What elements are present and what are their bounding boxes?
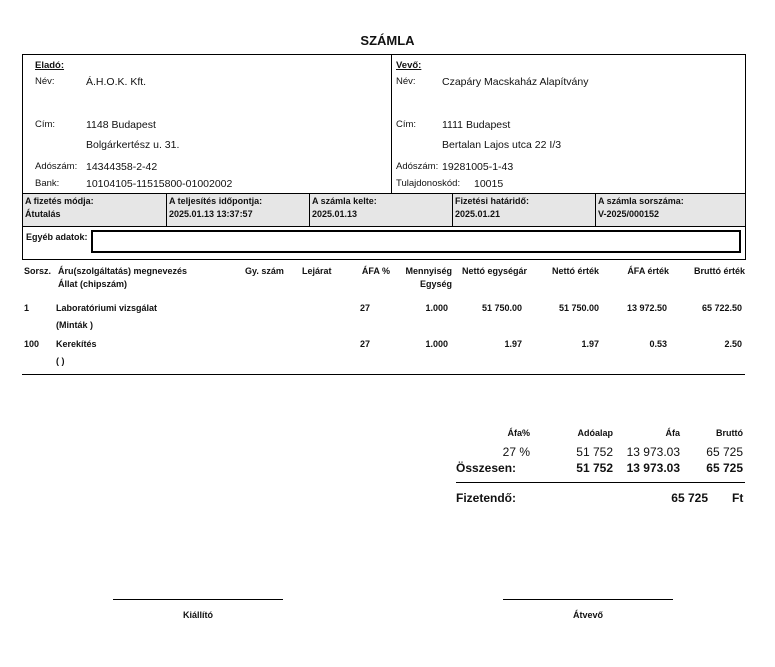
summary-h-vat: Áfa	[665, 428, 680, 438]
col-net: Nettó érték	[551, 266, 599, 276]
buyer-address-label: Cím:	[396, 119, 417, 130]
row1-gross: 65 722.50	[701, 303, 742, 313]
row2-qty: 1.000	[425, 339, 448, 349]
col-gy: Gy. szám	[245, 266, 284, 276]
due-date-cell	[452, 194, 595, 226]
row1-vat-value: 13 972.50	[626, 303, 667, 313]
payable-amount: 65 725	[671, 491, 708, 505]
col-vat: ÁFA %	[361, 266, 390, 276]
col-item-sub: Állat (chipszám)	[58, 279, 128, 289]
col-unit: Egység	[419, 279, 452, 289]
row1-sub: (Minták )	[56, 320, 93, 330]
invoice-number-label: A számla sorszáma:	[598, 196, 684, 206]
invoice-date-label: A számla kelte:	[312, 196, 377, 206]
buyer-address2: Bertalan Lajos utca 22 I/3	[442, 139, 562, 151]
payment-info-row	[22, 193, 746, 227]
col-net-unit: Nettó egységár	[461, 266, 527, 276]
seller-heading: Eladó:	[35, 60, 65, 71]
invoice-date-value: 2025.01.13	[312, 209, 358, 219]
payment-method-label: A fizetés módja:	[25, 196, 94, 206]
summary-pct: 27 %	[502, 445, 530, 459]
buyer-owner: 10015	[474, 178, 504, 190]
summary-h-gross: Bruttó	[716, 428, 743, 438]
payable-currency: Ft	[732, 491, 744, 505]
row2-net-unit: 1.97	[504, 339, 522, 349]
seller-tax: 14344358-2-42	[86, 161, 158, 173]
row1-net-unit: 51 750.00	[481, 303, 522, 313]
summary-total-vat: 13 973.03	[626, 461, 680, 475]
seller-tax-label: Adószám:	[35, 161, 78, 172]
fulfilment-value: 2025.01.13 13:37:57	[169, 209, 253, 219]
due-date-label: Fizetési határidő:	[455, 196, 530, 206]
row2-no: 100	[24, 339, 40, 349]
seller-bank: 10104105-11515800-01002002	[86, 178, 233, 190]
invoice-number-value: V-2025/000152	[598, 209, 660, 219]
col-no: Sorsz.	[24, 266, 52, 276]
row1-net: 51 750.00	[558, 303, 599, 313]
row2-sub: ( )	[56, 356, 65, 366]
seller-box	[22, 54, 392, 194]
other-data-label: Egyéb adatok:	[26, 232, 88, 242]
invoice-title: SZÁMLA	[360, 33, 415, 48]
seller-address1: 1148 Budapest	[86, 119, 156, 131]
seller-name-label: Név:	[35, 76, 55, 87]
summary-base: 51 752	[576, 445, 613, 459]
receiver-label: Átvevő	[572, 610, 603, 620]
row2-net: 1.97	[581, 339, 599, 349]
other-data-field[interactable]	[91, 230, 741, 253]
summary-total-base: 51 752	[576, 461, 613, 475]
invoice-number-cell	[595, 194, 745, 226]
issuer-label: Kiállító	[182, 610, 213, 620]
col-exp: Lejárat	[302, 266, 332, 276]
issuer-signature-line	[113, 599, 283, 600]
summary-gross: 65 725	[706, 445, 743, 459]
seller-bank-label: Bank:	[35, 178, 60, 189]
due-date-value: 2025.01.21	[455, 209, 501, 219]
row1-no: 1	[24, 303, 30, 313]
seller-address2: Bolgárkertész u. 31.	[86, 139, 180, 151]
col-item: Áru(szolgáltatás) megnevezés	[58, 266, 188, 276]
fulfilment-label: A teljesítés időpontja:	[169, 196, 263, 206]
buyer-owner-label: Tulajdonoskód:	[396, 178, 461, 189]
table-bottom-rule	[22, 374, 745, 375]
summary-rule	[456, 482, 745, 483]
summary-total-gross: 65 725	[706, 461, 743, 475]
summary-vat: 13 973.03	[626, 445, 680, 459]
buyer-address1: 1111 Budapest	[442, 119, 511, 131]
buyer-tax-label: Adószám:	[396, 161, 439, 172]
fulfilment-cell	[166, 194, 309, 226]
row1-vat: 27	[359, 303, 370, 313]
summary-h-base: Adóalap	[577, 428, 613, 438]
payment-method-cell	[23, 194, 166, 226]
receiver-signature-line	[503, 599, 673, 600]
col-gross: Bruttó érték	[693, 266, 745, 276]
payable-label: Fizetendő:	[456, 491, 516, 505]
seller-name: Á.H.O.K. Kft.	[86, 76, 147, 88]
row2-vat-value: 0.53	[649, 339, 667, 349]
buyer-name-label: Név:	[396, 76, 416, 87]
row1-qty: 1.000	[425, 303, 448, 313]
invoice-date-cell	[309, 194, 452, 226]
buyer-name: Czapáry Macskaház Alapítvány	[442, 76, 589, 88]
payment-method-value: Átutalás	[25, 209, 61, 219]
summary-total-label: Összesen:	[456, 461, 517, 475]
buyer-heading: Vevő:	[396, 60, 422, 71]
buyer-tax: 19281005-1-43	[442, 161, 514, 173]
row2-gross: 2.50	[724, 339, 742, 349]
row1-item: Laboratóriumi vizsgálat	[56, 303, 158, 313]
row2-vat: 27	[359, 339, 370, 349]
summary-h-pct: Áfa%	[507, 428, 530, 438]
row2-item: Kerekítés	[56, 339, 97, 349]
col-vat-value: ÁFA érték	[627, 266, 669, 276]
seller-address-label: Cím:	[35, 119, 56, 130]
buyer-box	[391, 54, 746, 194]
other-data-box	[22, 226, 746, 260]
col-qty: Mennyiség	[405, 266, 452, 276]
